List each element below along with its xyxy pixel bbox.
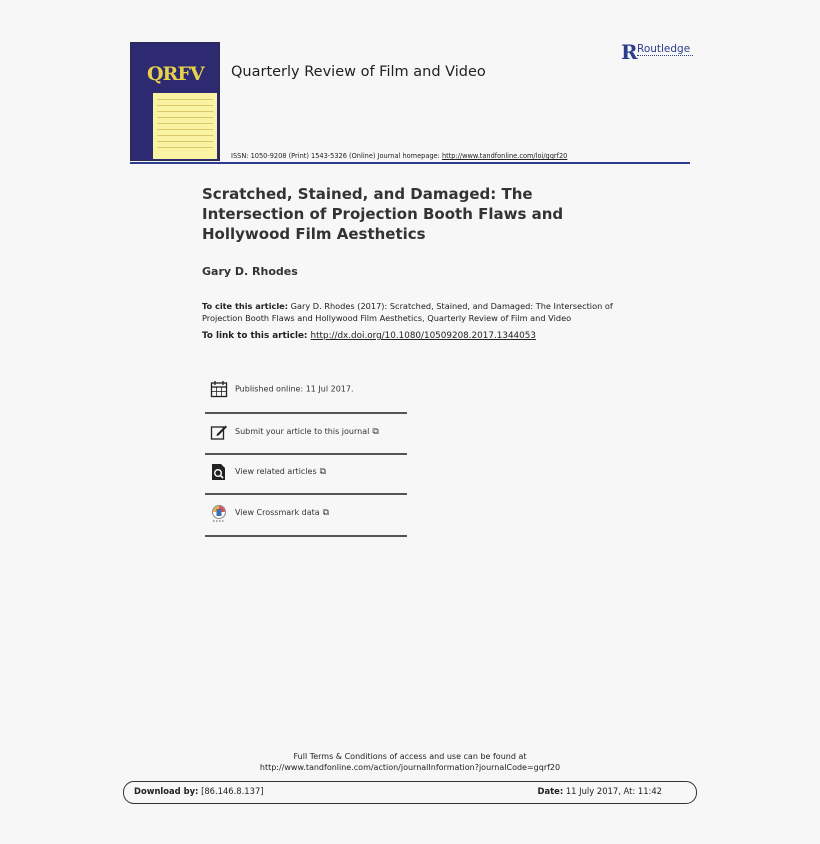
crossmark-link[interactable]: View Crossmark data [235,508,320,517]
publisher-name: Routledge [637,43,691,55]
journal-homepage-link[interactable]: http://www.tandfonline.com/loi/gqrf20 [441,152,568,160]
cover-logo: QRFV [147,63,204,85]
article-author: Gary D. Rhodes [202,265,298,278]
publisher-tagline-mark [637,55,693,59]
external-link-icon: ⧉ [319,467,327,477]
published-row [205,369,407,409]
date-label: Date: [537,786,564,796]
download-info-bar [123,781,697,804]
cite-text: Gary D. Rhodes (2017): Scratched, Stained, and Damaged: The Intersection of Projection Booth Flaws and Hollywood Film Aesthetics, Quarterly Review of Film and Video [202,301,613,323]
related-articles-link[interactable]: View related articles [235,467,317,476]
submit-article-row[interactable] [205,412,407,452]
link-label: To link to this article: [202,331,311,341]
external-link-icon: ⧉ [372,427,379,437]
header-divider [130,162,690,164]
date-value: 11 July 2017, At: 11:42 [563,786,662,796]
issn-line [231,152,567,160]
external-link-icon: ⧉ [322,508,330,518]
downloaded-by-label: Download by: [134,786,199,796]
terms-line: Full Terms & Conditions of access and use can be found at [293,752,527,761]
related-articles-row[interactable] [205,452,407,492]
cite-label: To cite this article: [202,301,288,311]
citation-block [202,301,632,324]
edit-icon [210,423,228,441]
calendar-icon [210,380,228,398]
submit-article-link[interactable]: Submit your article to this journal [235,427,370,436]
terms-block [200,751,620,773]
crossmark-icon [210,504,228,522]
published-date-text: Published online: 11 Jul 2017. [235,384,354,394]
cover-page [153,93,217,159]
terms-url[interactable]: http://www.tandfonline.com/action/journalInformation?journalCode=gqrf20 [259,763,561,772]
document-search-icon [210,463,228,481]
article-title: Scratched, Stained, and Damaged: The Intersection of Projection Booth Flaws and Hollywood Film Aesthetics [202,185,564,243]
crossmark-row[interactable] [205,493,407,533]
downloaded-by-value: [86.146.8.137] [198,786,264,796]
routledge-r-icon: R [621,40,638,64]
issn-text: ISSN: 1050-9208 (Print) 1543-5326 (Online) Journal homepage: [231,152,442,160]
doi-link[interactable]: http://dx.doi.org/10.1080/10509208.2017.1344053 [310,331,536,341]
journal-title: Quarterly Review of Film and Video [231,64,486,80]
info-separator [205,535,407,537]
journal-cover-image [130,42,220,161]
article-link-line [202,331,536,341]
